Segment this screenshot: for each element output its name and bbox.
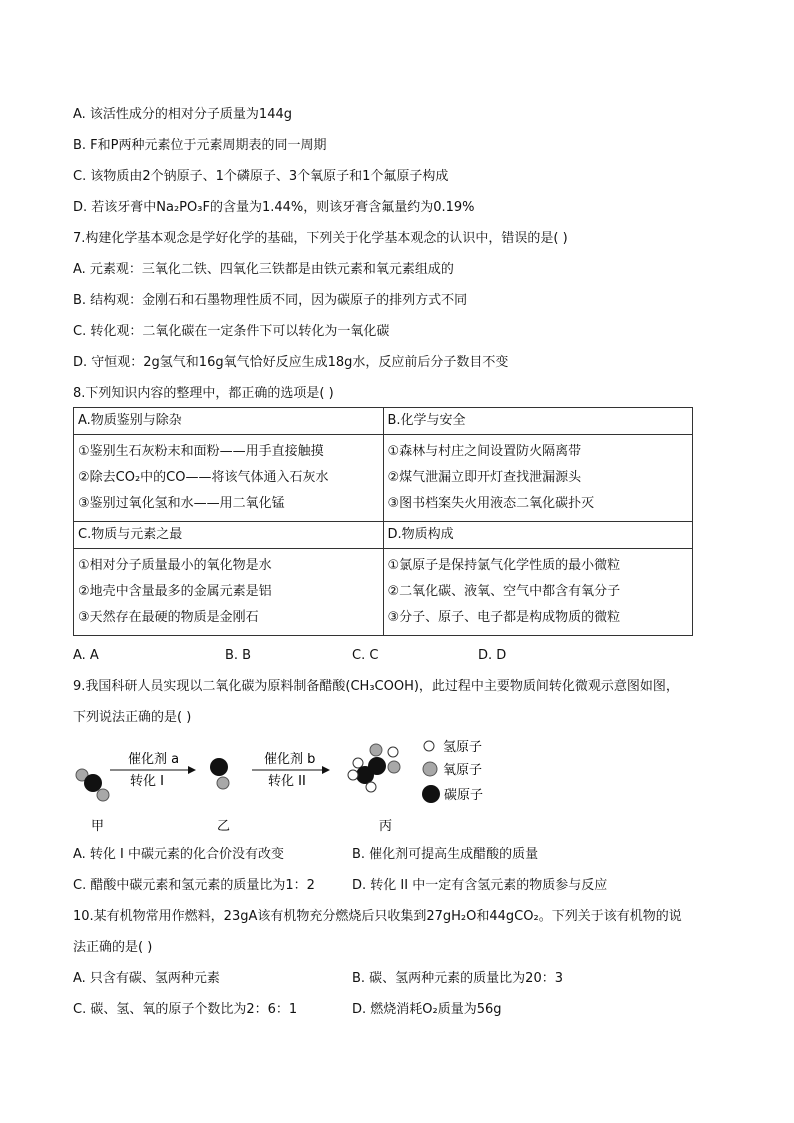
hydrogen-legend-icon: [424, 741, 434, 751]
q10-stem-line-1: 10.某有机物常用作燃料，23gA该有机物充分燃烧后只收集到27gH₂O和44gCO₂。下列关于该有机物的说: [73, 909, 682, 924]
q10-option-a: A. 只含有碳、氢两种元素: [73, 971, 220, 986]
q8-option-b: B. B: [225, 648, 252, 663]
catalyst-b-label: 催化剂 b: [264, 752, 316, 767]
q8-option-d: D. D: [478, 648, 507, 663]
hydrogen-atom: [348, 770, 358, 780]
hydrogen-atom: [366, 782, 376, 792]
q8-b-line-2: ②煤气泄漏立即开灯查找泄漏源头: [387, 470, 582, 485]
q9-micro-diagram: [60, 735, 520, 840]
q6-option-d: D. 若该牙膏中Na₂PO₃F的含量为1.44%，则该牙膏含氟量约为0.19%: [73, 200, 475, 215]
q9-option-c: C. 醋酸中碳元素和氢元素的质量比为1：2: [73, 878, 315, 893]
atom-legend: [422, 740, 483, 803]
arrow-transform-1: [110, 751, 196, 789]
oxygen-atom: [97, 789, 109, 801]
label-bing: 丙: [379, 819, 393, 834]
legend-hydrogen: 氢原子: [443, 740, 483, 755]
oxygen-legend-icon: [423, 762, 437, 776]
q8-c-line-1: ①相对分子质量最小的氧化物是水: [78, 558, 272, 573]
label-jia: 甲: [91, 819, 105, 834]
q8-cell-a-head: A.物质鉴别与除杂: [74, 408, 384, 435]
q8-cell-a-body: [74, 435, 384, 522]
q8-cell-b-head: B.化学与安全: [383, 408, 693, 435]
q9-option-b: B. 催化剂可提高生成醋酸的质量: [352, 847, 539, 862]
q7-option-c: C. 转化观：二氧化碳在一定条件下可以转化为一氧化碳: [73, 324, 390, 339]
q8-cell-c-body: [74, 549, 384, 636]
q9-stem-line-1: 9.我国科研人员实现以二氧化碳为原料制备醋酸(CH₃COOH)，此过程中主要物质间转化微观示意图如图，: [73, 679, 679, 694]
q6-option-a: A. 该活性成分的相对分子质量为144g: [73, 107, 292, 122]
hydrogen-atom: [388, 747, 398, 757]
transform-2-label: 转化 II: [268, 774, 306, 789]
q8-a-line-3: ③鉴别过氧化氢和水——用二氧化锰: [78, 496, 285, 511]
q10-option-d: D. 燃烧消耗O₂质量为56g: [352, 1002, 502, 1017]
arrow-transform-2: [252, 751, 330, 789]
q8-cell-d-body: [383, 549, 693, 636]
q8-b-line-1: ①森林与村庄之间设置防火隔离带: [387, 444, 582, 459]
molecule-bing: [348, 744, 400, 792]
q8-d-line-3: ③分子、原子、电子都是构成物质的微粒: [387, 610, 621, 625]
oxygen-atom: [370, 744, 382, 756]
q8-knowledge-table: [73, 407, 693, 636]
q9-option-a: A. 转化 I 中碳元素的化合价没有改变: [73, 847, 285, 862]
carbon-atom: [84, 774, 102, 792]
carbon-legend-icon: [422, 785, 440, 803]
q8-cell-d-head: D.物质构成: [383, 522, 693, 549]
q8-cell-b-body: [383, 435, 693, 522]
transform-1-label: 转化 I: [130, 774, 164, 789]
legend-oxygen: 氧原子: [443, 763, 483, 778]
q8-option-a: A. A: [73, 648, 99, 663]
q6-option-c: C. 该物质由2个钠原子、1个磷原子、3个氧原子和1个氟原子构成: [73, 169, 449, 184]
molecule-jia: [76, 769, 109, 801]
q9-option-d: D. 转化 II 中一定有含氢元素的物质参与反应: [352, 878, 608, 893]
catalyst-a-label: 催化剂 a: [128, 752, 180, 767]
q8-d-line-2: ②二氧化碳、液氧、空气中都含有氧分子: [387, 584, 621, 599]
q8-a-line-1: ①鉴别生石灰粉末和面粉——用手直接触摸: [78, 444, 324, 459]
molecule-yi: [210, 758, 229, 789]
q8-stem: 8.下列知识内容的整理中，都正确的选项是( ): [73, 386, 334, 401]
q10-option-c: C. 碳、氢、氧的原子个数比为2：6：1: [73, 1002, 298, 1017]
q6-option-b: B. F和P两种元素位于元素周期表的同一周期: [73, 138, 327, 153]
oxygen-atom: [217, 777, 229, 789]
q8-c-line-2: ②地壳中含量最多的金属元素是铝: [78, 584, 272, 599]
q10-stem-line-2: 法正确的是( ): [73, 940, 153, 955]
q8-cell-c-head: C.物质与元素之最: [74, 522, 384, 549]
q7-option-a: A. 元素观：三氧化二铁、四氧化三铁都是由铁元素和氧元素组成的: [73, 262, 454, 277]
q8-option-c: C. C: [352, 648, 379, 663]
carbon-atom: [356, 766, 374, 784]
q7-stem: 7.构建化学基本观念是学好化学的基础，下列关于化学基本观念的认识中，错误的是( ): [73, 231, 568, 246]
carbon-atom: [210, 758, 228, 776]
oxygen-atom: [388, 761, 400, 773]
label-yi: 乙: [217, 819, 231, 834]
q9-stem-line-2: 下列说法正确的是( ): [73, 710, 192, 725]
q8-b-line-3: ③图书档案失火用液态二氧化碳扑灭: [387, 496, 595, 511]
q7-option-b: B. 结构观：金刚石和石墨物理性质不同，因为碳原子的排列方式不同: [73, 293, 468, 308]
q7-option-d: D. 守恒观：2g氢气和16g氧气恰好反应生成18g水，反应前后分子数目不变: [73, 355, 509, 370]
q8-a-line-2: ②除去CO₂中的CO——将该气体通入石灰水: [78, 470, 329, 485]
hydrogen-atom: [353, 758, 363, 768]
q8-c-line-3: ③天然存在最硬的物质是金刚石: [78, 610, 259, 625]
q8-d-line-1: ①氯原子是保持氯气化学性质的最小微粒: [387, 558, 621, 573]
legend-carbon: 碳原子: [444, 788, 484, 803]
q10-option-b: B. 碳、氢两种元素的质量比为20：3: [352, 971, 563, 986]
